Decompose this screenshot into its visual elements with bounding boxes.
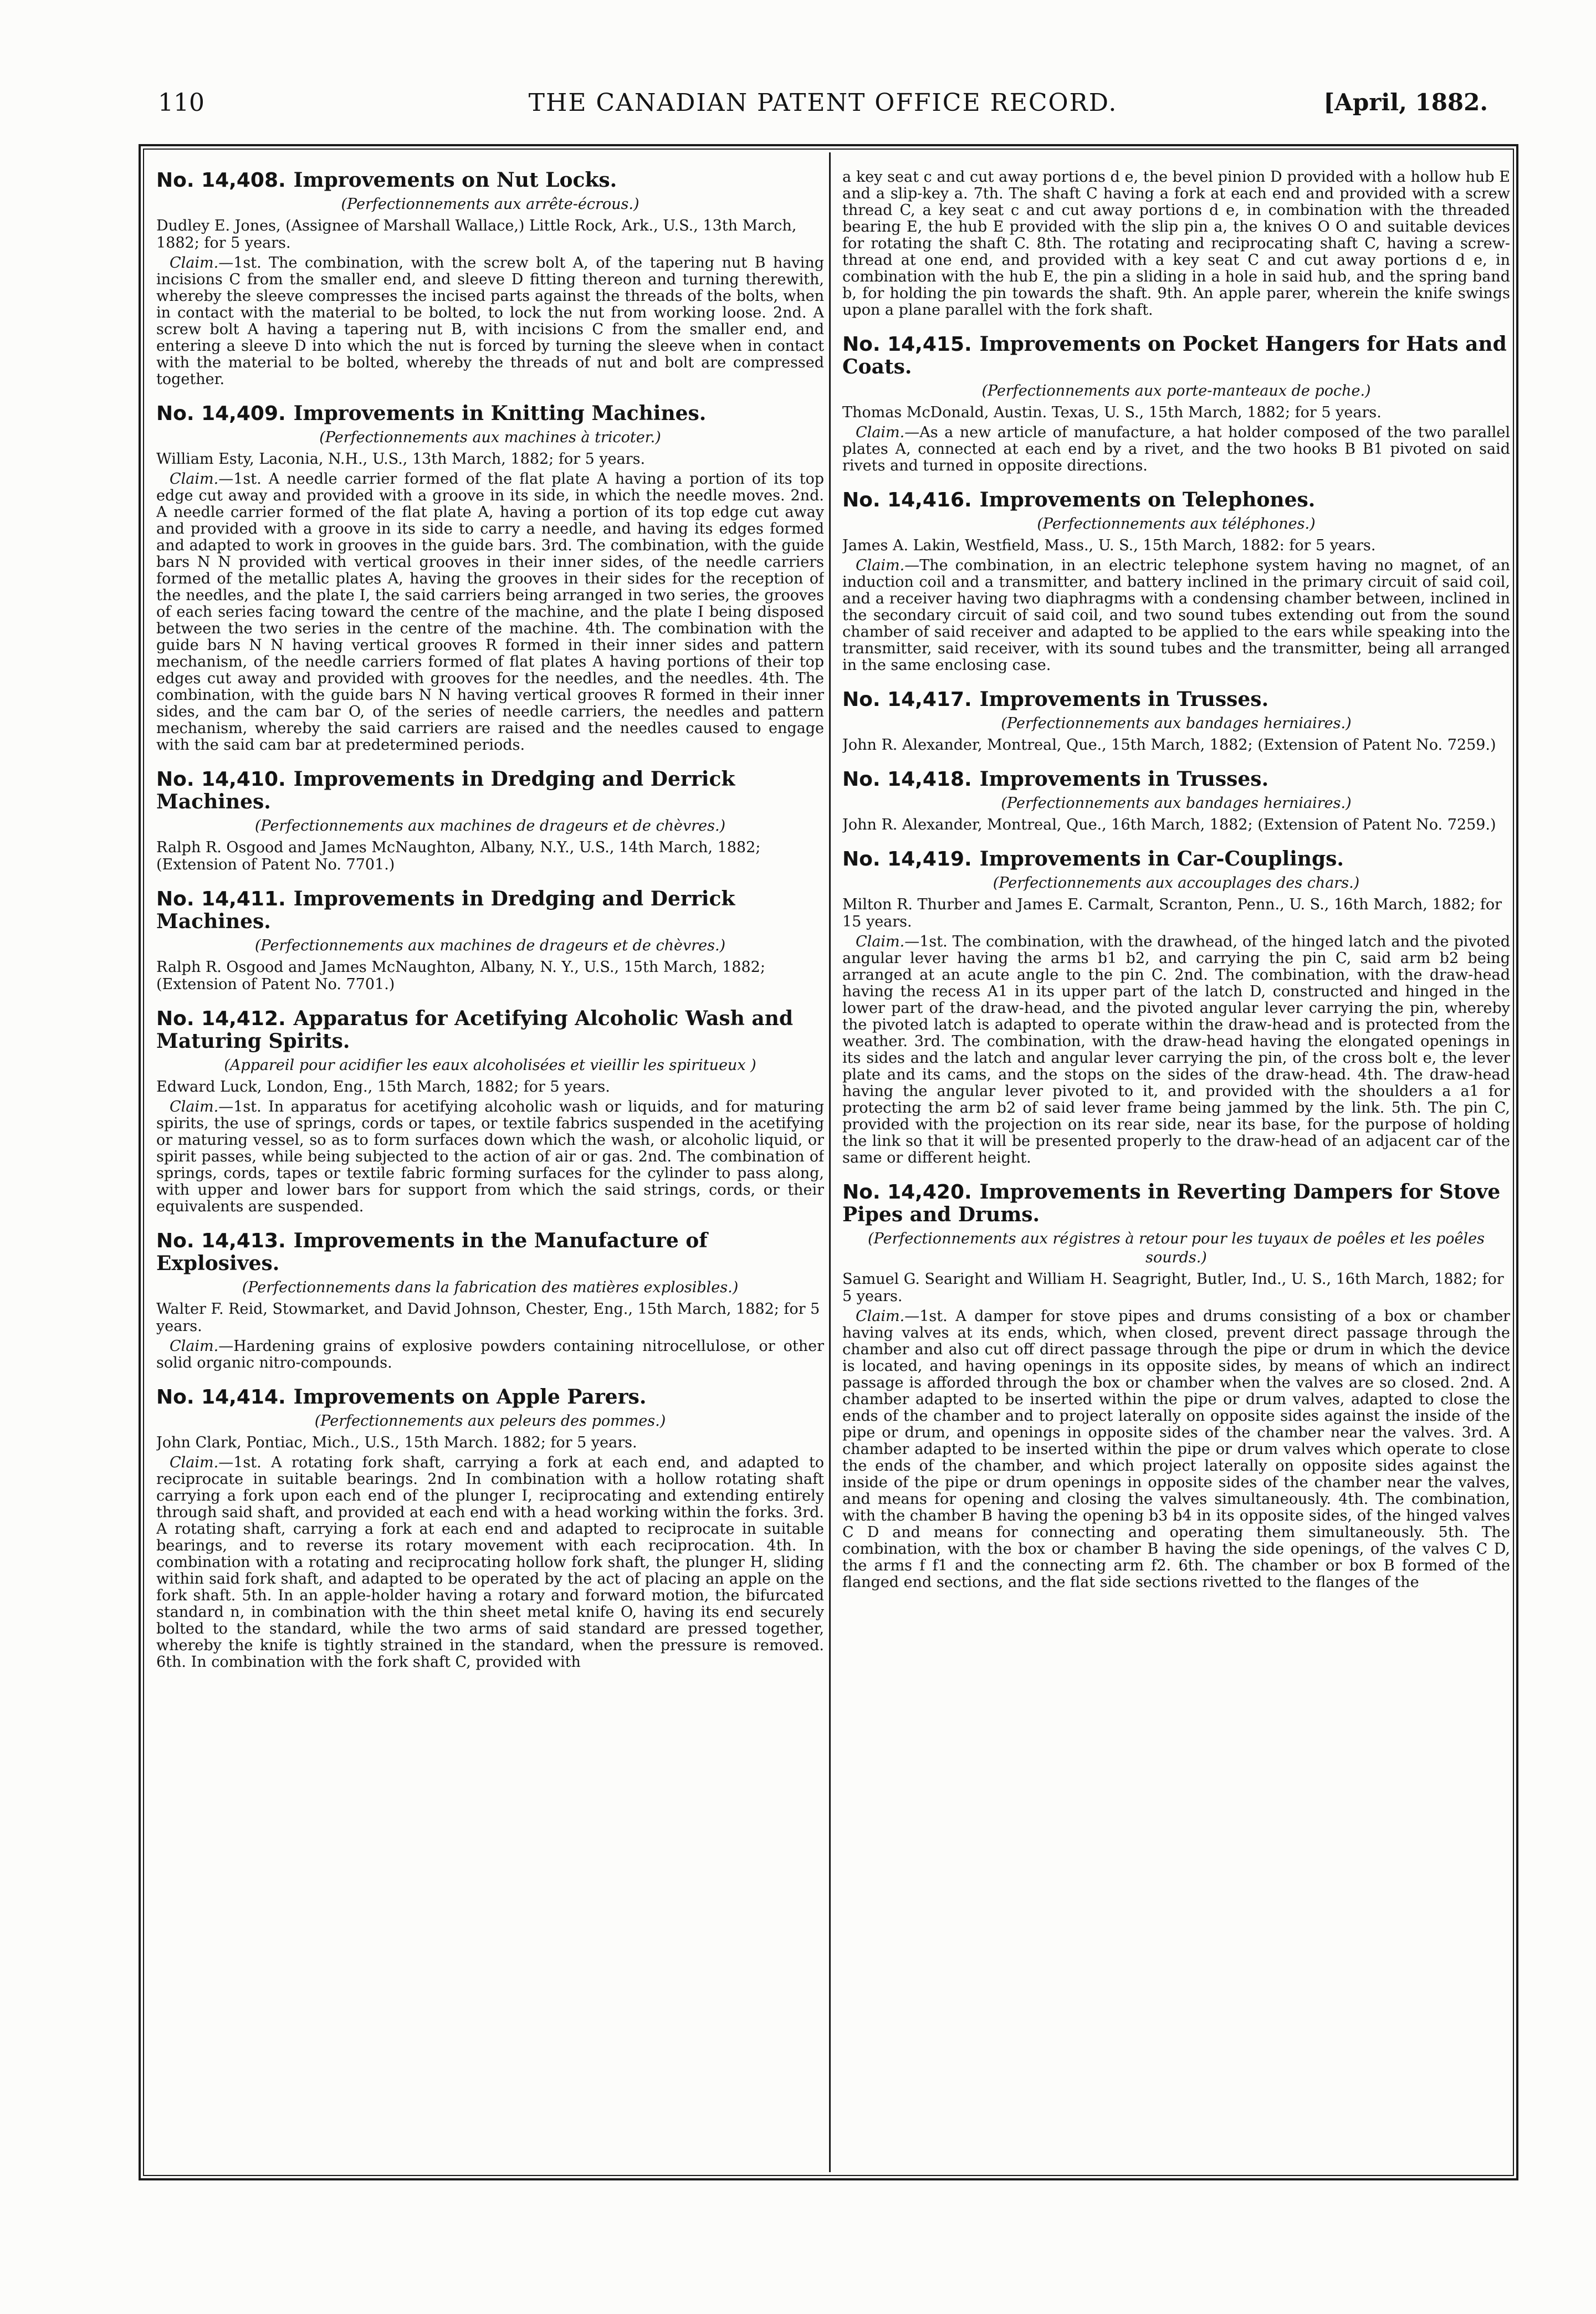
french-title: (Appareil pour acidifier les eaux alcoholisées et vieillir les spiritueux ) [224, 1057, 756, 1074]
french-title: (Perfectionnements aux arrête-écrous.) [341, 196, 640, 213]
patent-title: Improvements on Nut Locks. [293, 169, 617, 192]
entry-heading [156, 1386, 824, 1409]
patent-title: Improvements in the Manufacture of Explosives. [156, 1229, 708, 1275]
claim-text [842, 1308, 1510, 1591]
entry-heading [156, 1007, 824, 1053]
claim-text [156, 471, 824, 754]
patent-entry-14417 [842, 688, 1510, 754]
claim-label: Claim. [856, 424, 905, 441]
claim-body: —1st. The combination, with the screw bolt A, of the tapering nut B having incisions C from the smaller end, and sleeve D fitting thereon and turning therewith, whereby the sleeve compresses the incised parts against the threads of the bolts, when in contact with the material to be bolted, to lock the nut from working loose. 2nd. A screw bolt A having a tapering nut B, with incisions C from the smaller end, and entering a sleeve D into which the nut is forced by turning the sleeve when in contact with the material to be bolted, whereby the threads of nut and bolt are compressed together. [156, 254, 824, 388]
patent-title: Improvements in Reverting Dampers for Stove Pipes and Drums. [842, 1180, 1501, 1226]
claim-body: —1st. A damper for stove pipes and drums consisting of a box or chamber having valves at its ends, which, when closed, prevent direct passage through the chamber and also cut off direct passage through the pipe or drum in which the device is located, and having openings in its opposite sides, by means of which an indirect passage is afforded through the box or chamber when the valves are so closed. 2nd. A chamber adapted to be inserted within the pipe or drum valves, adapted to close the ends of the chamber and to project laterally on opposite sides against the inside of the pipe or drum, and openings in opposite sides of the chamber near the valves. 3rd. A chamber adapted to be inserted within the pipe or drum valves which operate to close the ends of the chamber, and which project laterally on opposite sides against the inside of the pipe or drum openings in opposite sides of the chamber near the valves, and means for opening and closing the valves simultaneously. 4th. The combination, with the chamber B having the opening b3 b4 in its opposite sides, of the hinged valves C D and means for connecting and operating them simultaneously. 5th. The combination, with the box or chamber B having the side openings, of the valves C D, the arms f f1 and the connecting arm f2. 6th. The chamber or box B formed of the flanged end sections, and the flat side sections rivetted to the flanges of the [842, 1308, 1510, 1591]
continued-claim-text: a key seat c and cut away portions d e, the bevel pinion D provided with a hollow hub E and a slip-key a. 7th. The shaft C having a fork at each end and provided with a screw thread C, a key seat c and cut away portions d e, in combination with the threaded bearing E, the hub E provided with the slip pin a, the knives O O and suitable devices for rotating the shaft C. 8th. The rotating and reciprocating shaft C, having a screw-thread at one end, and provided with a key seat C and cut away portions d e, in combination with the hub E, the pin a sliding in a hole in said hub, and the spring band b, for holding the pin towards the shaft. 9th. An apple parer, wherein the knife swings upon a plane parallel with the fork shaft. [842, 169, 1510, 319]
patent-number: No. 14,415. [842, 333, 972, 356]
claim-label: Claim. [170, 1098, 219, 1115]
entry-heading [842, 1181, 1510, 1226]
patent-entry-14408 [156, 169, 824, 388]
issue-date: [April, 1882. [1323, 89, 1488, 116]
patent-title: Improvements in Dredging and Derrick Machines. [156, 887, 735, 933]
inventor-line: John R. Alexander, Montreal, Que., 15th March, 1882; (Extension of Patent No. 7259.) [842, 736, 1496, 754]
claim-label: Claim. [856, 1308, 905, 1325]
entry-heading [842, 848, 1510, 871]
french-title: (Perfectionnements aux machines de drageurs et de chèvres.) [254, 937, 726, 954]
patent-number: No. 14,418. [842, 768, 972, 791]
patent-number: No. 14,419. [842, 848, 972, 871]
inventor-line: Edward Luck, London, Eng., 15th March, 1882; for 5 years. [156, 1078, 610, 1095]
patent-number: No. 14,420. [842, 1181, 972, 1204]
patent-entry-14409 [156, 402, 824, 754]
patent-title: Improvements in Knitting Machines. [293, 402, 707, 425]
inventor-line: Dudley E. Jones, (Assignee of Marshall Wallace,) Little Rock, Ark., U.S., 13th March, 1882; for 5 years. [156, 217, 797, 252]
french-title: (Perfectionnements aux bandages herniaires.) [1001, 795, 1352, 812]
claim-body: —1st. In apparatus for acetifying alcoholic wash or liquids, and for maturing spirits, the use of springs, cords or tapes, or textile fabrics suspended in the acetifying or maturing vessel, so as to form surfaces down which the wash, or alcoholic liquid, or spirit passes, while being subjected to the action of air or gas. 2nd. The combination of springs, cords, tapes or textile fabric forming surfaces for the cylinder to pass along, with upper and lower bars for support from which the said strings, cords, or their equivalents are suspended. [156, 1098, 824, 1215]
patent-entry-14419 [842, 848, 1510, 1166]
claim-body: —Hardening grains of explosive powders containing nitrocellulose, or other solid organic nitro-compounds. [156, 1338, 824, 1371]
patent-number: No. 14,412. [156, 1007, 286, 1030]
patent-number: No. 14,410. [156, 768, 286, 791]
entry-heading [842, 489, 1510, 511]
claim-body: —1st. A needle carrier formed of the flat plate A having a portion of its top edge cut away and provided with a groove in its side, in which the needle moves. 2nd. A needle carrier formed of the flat plate A, having a portion of its top edge cut away and provided with a groove in its side to carry a needle, and having its edges formed and adapted to work in grooves in the guide bars. 3rd. The combination, with the guide bars N N provided with vertical grooves in their inner sides, of the needle carriers formed of the metallic plates A, having the grooves in their sides for the reception of the needles, and the plate I, the said carriers being arranged in two series, the grooves of each series facing toward the centre of the machine, and the plate I being disposed between the two series in the centre of the machine. 4th. The combination with the guide bars N N having vertical grooves R formed in their inner sides and pattern mechanism, of the needle carriers formed of flat plates A having portions of their top edges cut away and provided with grooves for the needles, and the needles. 4th. The combination, with the guide bars N N having vertical grooves R formed in their inner sides, and the cam bar O, of the series of needle carriers, the needles and pattern mechanism, whereby the said carriers are raised and the needles caused to engage with the said cam bar at predetermined periods. [156, 470, 824, 754]
claim-text [156, 1338, 824, 1371]
french-title: (Perfectionnements aux machines à tricoter.) [319, 429, 661, 446]
page-number: 110 [158, 89, 204, 117]
french-title: (Perfectionnements aux régistres à retour pour les tuyaux de poêles et les poêles sourds.) [867, 1230, 1485, 1266]
claim-text [842, 424, 1510, 474]
patent-title: Improvements in Trusses. [979, 767, 1269, 791]
right-column [842, 169, 1510, 2158]
french-title: (Perfectionnements aux machines de drageurs et de chèvres.) [254, 817, 726, 835]
page-header [158, 83, 1488, 133]
patent-title: Improvements on Telephones. [979, 488, 1316, 511]
claim-body: —1st. The combination, with the drawhead, of the hinged latch and the pivoted angular lever having the arms b1 b2, and carrying the pin C, said arm b2 being arranged at an acute angle to the pin C. 2nd. The combination, with the draw-head having the recess A1 in its upper part of the latch D, constructed and hinged in the lower part of the draw-head, and the pivoted angular lever carrying the pin, whereby the pivoted latch is adapted to operate within the draw-head and is protected from the weather. 3rd. The combination, with the draw-head having the elongated openings in its sides and the latch and angular lever carrying the pin, of the cross bolt e, the lever plate and its cams, and the stops on the sides of the draw-head. 4th. The draw-head having the angular lever pivoted to it, and provided with the shoulders a a1 for protecting the arm b2 of said lever frame being jammed by the link. 5th. The pin C, provided with the projection on its rear side, near its base, for the purpose of holding the link so that it will be presented properly to the draw-head of an adjacent car of the same or different height. [842, 933, 1510, 1166]
patent-title: Improvements in Car-Couplings. [979, 847, 1344, 871]
patent-entry-14418 [842, 768, 1510, 833]
claim-label: Claim. [170, 1338, 219, 1355]
inventor-line: Milton R. Thurber and James E. Carmalt, Scranton, Penn., U. S., 16th March, 1882; for 15 years. [842, 896, 1502, 930]
inventor-line: John Clark, Pontiac, Mich., U.S., 15th March. 1882; for 5 years. [156, 1434, 637, 1451]
inventor-line: James A. Lakin, Westfield, Mass., U. S., 15th March, 1882: for 5 years. [842, 537, 1376, 554]
entry-heading [842, 688, 1510, 711]
patent-number: No. 14,409. [156, 402, 286, 425]
inventor-line: Ralph R. Osgood and James McNaughton, Albany, N. Y., U.S., 15th March, 1882; (Extension of Patent No. 7701.) [156, 959, 765, 993]
patent-entry-14412 [156, 1007, 824, 1215]
claim-label: Claim. [856, 933, 905, 950]
patent-entry-14416 [842, 489, 1510, 674]
patent-number: No. 14,414. [156, 1386, 286, 1409]
claim-text [842, 557, 1510, 674]
claim-label: Claim. [170, 1454, 219, 1471]
inventor-line: Thomas McDonald, Austin. Texas, U. S., 15th March, 1882; for 5 years. [842, 404, 1382, 421]
entry-heading [156, 402, 824, 425]
claim-text [156, 1099, 824, 1215]
entry-heading [842, 768, 1510, 791]
claim-text [842, 934, 1510, 1166]
inventor-line: Samuel G. Searight and William H. Seagright, Butler, Ind., U. S., 16th March, 1882; for 5 years. [842, 1271, 1504, 1305]
patent-title: Apparatus for Acetifying Alcoholic Wash and Maturing Spirits. [156, 1007, 793, 1053]
patent-title: Improvements on Apple Parers. [293, 1385, 647, 1409]
patent-number: No. 14,413. [156, 1230, 286, 1252]
patent-entry-14414 [156, 1386, 824, 1671]
patent-entry-14415 [842, 333, 1510, 474]
claim-text [156, 255, 824, 388]
inventor-line: John R. Alexander, Montreal, Que., 16th March, 1882; (Extension of Patent No. 7259.) [842, 816, 1496, 833]
left-column [156, 169, 824, 2158]
entry-heading [156, 768, 824, 813]
claim-body: —As a new article of manufacture, a hat holder composed of the two parallel plates A, connected at each end by a rivet, and the two hooks B B1 pivoted on said rivets and turned in opposite directions. [842, 424, 1510, 474]
entry-heading [156, 169, 824, 192]
inventor-line: Walter F. Reid, Stowmarket, and David Johnson, Chester, Eng., 15th March, 1882; for 5 years. [156, 1301, 820, 1335]
inventor-line: William Esty, Laconia, N.H., U.S., 13th March, 1882; for 5 years. [156, 450, 646, 468]
french-title: (Perfectionnements aux accouplages des chars.) [993, 874, 1360, 892]
patent-title: Improvements in Trusses. [979, 688, 1269, 711]
patent-entry-14410 [156, 768, 824, 873]
patent-number: No. 14,416. [842, 489, 972, 511]
patent-number: No. 14,417. [842, 688, 972, 711]
entry-heading [156, 1230, 824, 1275]
entry-heading [156, 888, 824, 933]
french-title: (Perfectionnements aux téléphones.) [1037, 515, 1316, 533]
claim-text [156, 1455, 824, 1671]
column-divider [829, 152, 831, 2172]
patent-entry-14411 [156, 888, 824, 993]
entry-heading [842, 333, 1510, 378]
patent-entry-14413 [156, 1230, 824, 1371]
french-title: (Perfectionnements dans la fabrication des matières explosibles.) [242, 1279, 739, 1296]
claim-label: Claim. [170, 470, 219, 488]
claim-label: Claim. [170, 254, 219, 272]
french-title: (Perfectionnements aux porte-manteaux de poche.) [981, 382, 1371, 400]
claim-body: —1st. A rotating fork shaft, carrying a fork at each end, and adapted to reciprocate in suitable bearings. 2nd In combination with a hollow rotating shaft carrying a fork upon each end of the plunger I, reciprocating and extending entirely through said shaft, and provided at each end with a head working within the forks. 3rd. A rotating shaft, carrying a fork at each end and adapted to reciprocate in suitable bearings, and to reverse its rotary movement with each reciprocation. 4th. In combination with a rotating and reciprocating hollow fork shaft, the plunger H, sliding within said fork shaft, and adapted to be operated by the act of placing an apple on the fork shaft. 5th. In an apple-holder having a rotary and forward motion, the bifurcated standard n, in combination with the thin sheet metal knife O, having its end securely bolted to the standard, while the two arms of said standard are pressed together, whereby the knife is tightly strained in the standard, when the pressure is removed. 6th. In combination with the fork shaft C, provided with [156, 1454, 824, 1671]
patent-number: No. 14,408. [156, 169, 286, 192]
publication-title: THE CANADIAN PATENT OFFICE RECORD. [528, 89, 1118, 117]
claim-label: Claim. [856, 557, 905, 574]
french-title: (Perfectionnements aux bandages herniaires.) [1001, 715, 1352, 732]
claim-body: —The combination, in an electric telephone system having no magnet, of an induction coil and a transmitter, and battery inclined in the primary circuit of said coil, and a receiver having two diaphragms with a condensing chamber between, inclined in the secondary circuit of said coil, and two sound tubes extending out from the sound chamber of said receiver and adapted to be applied to the ears while speaking into the transmitter, said receiver, with its sound tubes and the transmitter, being all arranged in the same enclosing case. [842, 557, 1510, 674]
patent-title: Improvements on Pocket Hangers for Hats and Coats. [842, 332, 1507, 378]
patent-entry-14420 [842, 1181, 1510, 1591]
patent-number: No. 14,411. [156, 888, 286, 910]
patent-title: Improvements in Dredging and Derrick Machines. [156, 767, 735, 813]
french-title: (Perfectionnements aux peleurs des pommes.) [314, 1412, 666, 1430]
inventor-line: Ralph R. Osgood and James McNaughton, Albany, N.Y., U.S., 14th March, 1882; (Extension of Patent No. 7701.) [156, 839, 761, 873]
